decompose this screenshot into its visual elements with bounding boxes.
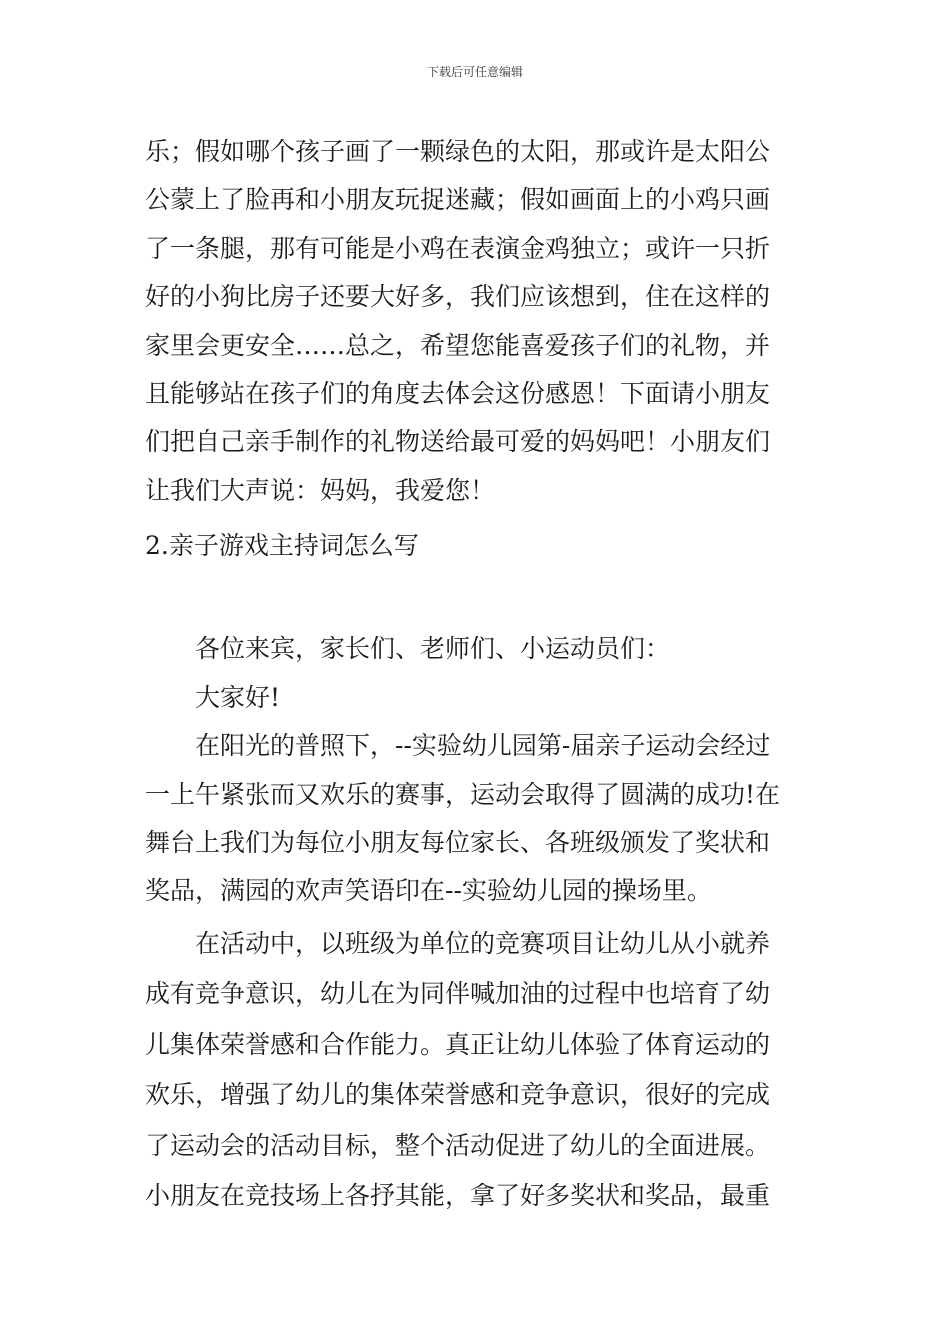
paragraph-line: 成有竞争意识，幼儿在为同伴喊加油的过程中也培育了幼: [145, 979, 771, 1008]
section-heading: 2.亲子游戏主持词怎么写: [145, 531, 419, 560]
page-header: 下载后可任意编辑: [426, 65, 523, 79]
paragraph-line: 一上午紧张而又欢乐的赛事，运动会取得了圆满的成功!在: [145, 780, 781, 809]
paragraph-line: 好的小狗比房子还要大好多，我们应该想到，住在这样的: [145, 282, 771, 311]
paragraph-line: 在阳光的普照下，--实验幼儿园第-届亲子运动会经过: [195, 731, 771, 760]
paragraph-line: 在活动中，以班级为单位的竞赛项目让幼儿从小就养: [195, 929, 771, 958]
paragraph-line: 家里会更安全……总之，希望您能喜爱孩子们的礼物，并: [145, 331, 771, 360]
paragraph-line: 公蒙上了脸再和小朋友玩捉迷藏；假如画面上的小鸡只画: [145, 185, 771, 214]
paragraph-line: 舞台上我们为每位小朋友每位家长、各班级颁发了奖状和: [145, 828, 771, 857]
paragraph-line: 了运动会的活动目标，整个活动促进了幼儿的全面进展。: [145, 1131, 771, 1160]
greeting-line: 各位来宾，家长们、老师们、小运动员们：: [195, 634, 671, 663]
paragraph-line: 们把自己亲手制作的礼物送给最可爱的妈妈吧！小朋友们: [145, 427, 771, 456]
paragraph-line: 且能够站在孩子们的角度去体会这份感恩！下面请小朋友: [145, 379, 771, 408]
paragraph-line: 让我们大声说：妈妈，我爱您！: [145, 476, 496, 505]
paragraph-line: 小朋友在竞技场上各抒其能，拿了好多奖状和奖品，最重: [145, 1181, 771, 1210]
greeting-line: 大家好!: [195, 683, 281, 712]
paragraph-line: 欢乐，增强了幼儿的集体荣誉感和竞争意识，很好的完成: [145, 1080, 771, 1109]
paragraph-line: 乐；假如哪个孩子画了一颗绿色的太阳，那或许是太阳公: [145, 137, 771, 166]
paragraph-line: 儿集体荣誉感和合作能力。真正让幼儿体验了体育运动的: [145, 1030, 771, 1059]
paragraph-line: 奖品，满园的欢声笑语印在--实验幼儿园的操场里。: [145, 876, 712, 905]
paragraph-line: 了一条腿，那有可能是小鸡在表演金鸡独立；或许一只折: [145, 234, 771, 263]
